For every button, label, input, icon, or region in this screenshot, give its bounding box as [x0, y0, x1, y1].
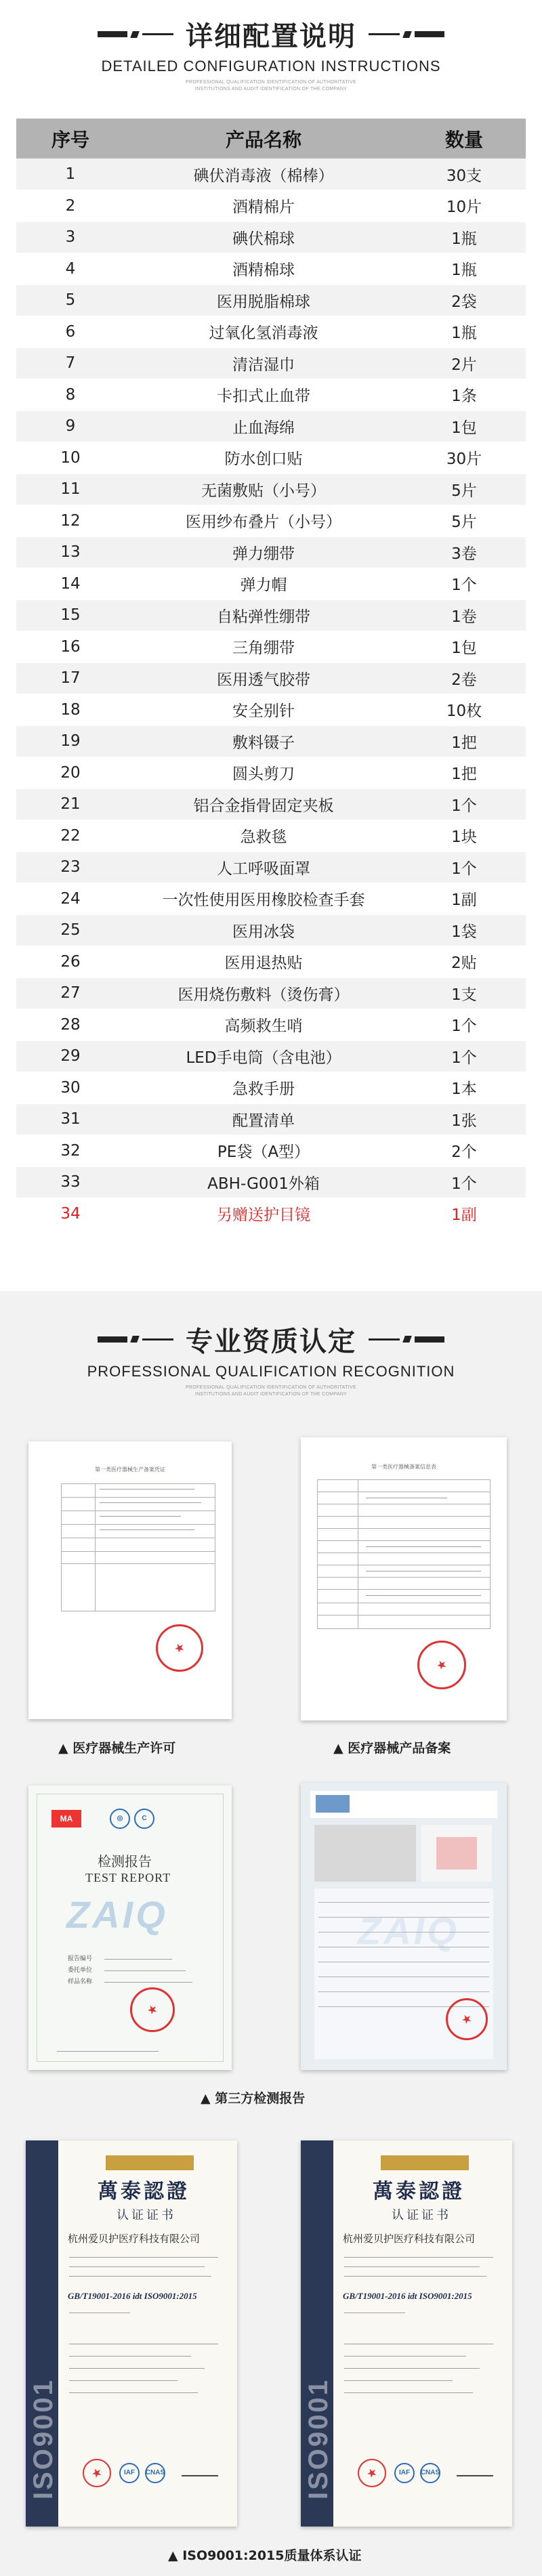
quantity: 1张 [402, 1103, 526, 1135]
row-number: 15 [16, 599, 125, 631]
table-row [16, 442, 526, 474]
product-name: 人工呼吸面罩 [125, 851, 402, 883]
report-page-stamp [446, 1998, 488, 2040]
table-row [16, 946, 526, 978]
iso-subtitle: 认证证书 [117, 2208, 176, 2222]
product-name: 弹力绷带 [125, 536, 402, 568]
quantity: 30支 [402, 159, 526, 190]
table-row [16, 851, 526, 883]
config-title-row [0, 0, 542, 54]
table-row [16, 221, 526, 253]
quantity: 1个 [402, 568, 526, 600]
filing-doc-title: 第一类医疗器械备案信息表 [371, 1463, 436, 1470]
product-name: 自粘弹性绷带 [125, 599, 402, 631]
product-name: 弹力帽 [125, 568, 402, 600]
row-number: 6 [16, 316, 125, 348]
table-row [16, 914, 526, 946]
quantity: 1瓶 [402, 253, 526, 285]
qualification-section-header [0, 1291, 542, 1414]
product-name: 医用脱脂棉球 [125, 284, 402, 316]
table-row [16, 536, 526, 568]
table-row [16, 694, 526, 726]
product-name: 医用退热贴 [125, 946, 402, 978]
row-number: 9 [16, 410, 125, 442]
filing-stamp [417, 1641, 466, 1689]
title-decoration-left [98, 31, 173, 38]
table-row [16, 190, 526, 222]
quantity: 1卷 [402, 599, 526, 631]
table-row [16, 410, 526, 442]
row-number: 29 [16, 1040, 125, 1072]
test-report-page-image [301, 1783, 507, 2070]
production-license-image [28, 1441, 232, 1719]
quantity: 1本 [402, 1072, 526, 1104]
quantity: 1瓶 [402, 316, 526, 348]
quantity: 1条 [402, 379, 526, 411]
row-number: 1 [16, 159, 125, 190]
quantity: 3卷 [402, 536, 526, 568]
quantity: 1把 [402, 725, 526, 757]
row-number: 23 [16, 851, 125, 883]
product-filing-image [301, 1437, 507, 1720]
product-name: 酒精棉片 [125, 190, 402, 222]
product-name: 高频救生哨 [125, 1009, 402, 1041]
row-number: 28 [16, 1009, 125, 1041]
quantity: 1副 [402, 1198, 526, 1230]
iso-company: 杭州爱贝护医疗科技有限公司 [68, 2232, 201, 2245]
table-row [16, 379, 526, 411]
quantity: 1包 [402, 631, 526, 663]
table-row [16, 820, 526, 852]
config-table [16, 119, 526, 1230]
iso-side-text: ISO9001 [28, 2378, 58, 2499]
table-row [16, 1103, 526, 1135]
test-report-cover-image [28, 1786, 232, 2070]
product-name: 三角绷带 [125, 631, 402, 663]
product-name: 配置清单 [125, 1103, 402, 1135]
product-name: 酒精棉球 [125, 253, 402, 285]
table-row [16, 159, 526, 190]
table-row [16, 473, 526, 505]
table-row [16, 1135, 526, 1167]
iso-standard: GB/T19001-2016 idt ISO9001:2015 [68, 2290, 197, 2301]
table-row [16, 1009, 526, 1041]
table-row [16, 505, 526, 537]
title-decoration-left [98, 1336, 173, 1343]
cnas-badge: CNAS [420, 2463, 440, 2483]
product-name: 圆头剪刀 [125, 757, 402, 789]
row-number: 32 [16, 1135, 125, 1167]
report-logo [316, 1795, 350, 1813]
quantity: 1块 [402, 820, 526, 852]
caption-product-filing: ▲ 医疗器械产品备案 [333, 1740, 451, 1756]
iso-brand: 萬泰認證 [373, 2179, 465, 2203]
wt-logo [381, 2155, 469, 2170]
product-name: 一次性使用医用橡胶检查手套 [125, 883, 402, 915]
license-stamp [156, 1624, 203, 1672]
table-row [16, 977, 526, 1009]
test-report-title-cn: 检测报告 [98, 1853, 152, 1870]
product-name: 医用冰袋 [125, 914, 402, 946]
table-row [16, 788, 526, 820]
row-number: 8 [16, 379, 125, 411]
row-number: 31 [16, 1103, 125, 1135]
iso-certificate-image-2 [301, 2140, 512, 2527]
wt-logo [106, 2155, 194, 2170]
quantity: 1副 [402, 883, 526, 915]
product-name: 无菌敷贴（小号） [125, 473, 402, 505]
table-row [16, 725, 526, 757]
product-name: 急救毯 [125, 820, 402, 852]
row-number: 19 [16, 725, 125, 757]
product-name: 铝合金指骨固定夹板 [125, 788, 402, 820]
table-row [16, 316, 526, 348]
row-number: 16 [16, 631, 125, 663]
product-name: 过氧化氢消毒液 [125, 316, 402, 348]
row-number: 2 [16, 190, 125, 222]
ilac-badge: ◎ [110, 1809, 130, 1829]
qualification-small-text: PROFESSIONAL QUALIFICATION IDENTIFICATION OF AUTHORITATIVE INSTITUTIONS AND AUDIT IDENTIFICATION OF THE COMPANY [186, 1385, 356, 1397]
quantity: 1包 [402, 410, 526, 442]
qualification-subtitle: PROFESSIONAL QUALIFICATION RECOGNITION [87, 1362, 455, 1380]
header-name: 产品名称 [125, 119, 402, 159]
table-row [16, 631, 526, 663]
iso-company: 杭州爱贝护医疗科技有限公司 [343, 2232, 476, 2245]
product-name: 医用烧伤敷料（烫伤膏） [125, 977, 402, 1009]
title-decoration-right [369, 1336, 444, 1343]
caption-production-license: ▲ 医疗器械生产许可 [58, 1740, 176, 1756]
quantity: 5片 [402, 473, 526, 505]
table-row [16, 1166, 526, 1198]
product-name: ABH-G001外箱 [125, 1166, 402, 1198]
quantity: 2袋 [402, 284, 526, 316]
table-row [16, 599, 526, 631]
iso-subtitle: 认证证书 [392, 2208, 451, 2222]
row-number: 30 [16, 1072, 125, 1104]
iso-brand: 萬泰認證 [98, 2179, 190, 2203]
quantity: 10片 [402, 190, 526, 222]
table-row [16, 662, 526, 694]
iso-standard: GB/T19001-2016 idt ISO9001:2015 [343, 2290, 472, 2301]
row-number: 7 [16, 347, 125, 379]
config-table-wrap [0, 119, 542, 1230]
row-number: 4 [16, 253, 125, 285]
config-subtitle: DETAILED CONFIGURATION INSTRUCTIONS [101, 58, 441, 75]
quantity: 1个 [402, 851, 526, 883]
license-doc-title: 第一类医疗器械生产备案凭证 [95, 1466, 165, 1473]
cnas-badge: CNAS [145, 2463, 165, 2483]
config-section-header [0, 0, 542, 119]
product-name: LED手电筒（含电池） [125, 1040, 402, 1072]
cnas-badge: C [134, 1809, 154, 1829]
table-row [16, 1040, 526, 1072]
table-header-row [16, 119, 526, 159]
product-name: PE袋（A型） [125, 1135, 402, 1167]
iso-certificate-image-1 [26, 2140, 237, 2527]
config-title: 详细配置说明 [186, 21, 356, 52]
product-name: 防水创口贴 [125, 442, 402, 474]
quantity: 1支 [402, 977, 526, 1009]
config-small-text: PROFESSIONAL QUALIFICATION IDENTIFICATION OF AUTHORITATIVE INSTITUTIONS AND AUDIT IDENTIFICATION OF THE COMPANY [186, 80, 356, 91]
product-name: 医用纱布叠片（小号） [125, 505, 402, 537]
row-number: 17 [16, 662, 125, 694]
quantity: 1个 [402, 1166, 526, 1198]
product-name: 碘伏棉球 [125, 221, 402, 253]
table-row [16, 253, 526, 285]
table-row [16, 1072, 526, 1104]
product-name: 碘伏消毒液（棉棒） [125, 159, 402, 190]
certificates-area [0, 1414, 542, 2576]
table-row [16, 568, 526, 600]
row-number: 13 [16, 536, 125, 568]
quantity: 1袋 [402, 914, 526, 946]
row-number: 26 [16, 946, 125, 978]
test-report-watermark: ZAIQ [66, 1893, 168, 1936]
product-name: 急救手册 [125, 1072, 402, 1104]
row-number: 12 [16, 505, 125, 537]
iaf-badge: IAF [394, 2463, 415, 2483]
quantity: 1把 [402, 757, 526, 789]
qualification-title: 专业资质认定 [186, 1326, 356, 1357]
header-no: 序号 [16, 119, 125, 159]
product-name: 卡扣式止血带 [125, 379, 402, 411]
caption-test-report: ▲ 第三方检测报告 [201, 2090, 306, 2106]
quantity: 10枚 [402, 694, 526, 726]
quantity: 1瓶 [402, 221, 526, 253]
row-number: 5 [16, 284, 125, 316]
test-report-fields: 报告编号 委托单位 样品名称 [68, 1955, 93, 1985]
table-row [16, 1198, 526, 1230]
quantity: 5片 [402, 505, 526, 537]
row-number: 33 [16, 1166, 125, 1198]
product-name: 安全别针 [125, 694, 402, 726]
table-row [16, 757, 526, 789]
qualification-title-row [0, 1291, 542, 1359]
iso-side-text: ISO9001 [304, 2378, 333, 2499]
quantity: 1个 [402, 1040, 526, 1072]
config-table-body [16, 159, 526, 1229]
quantity: 2片 [402, 347, 526, 379]
quantity: 30片 [402, 442, 526, 474]
product-name: 止血海绵 [125, 410, 402, 442]
table-bottom-space [0, 1230, 542, 1291]
header-qty: 数量 [402, 119, 526, 159]
row-number: 14 [16, 568, 125, 600]
product-name: 医用透气胶带 [125, 662, 402, 694]
row-number: 34 [16, 1198, 125, 1230]
caption-iso: ▲ ISO9001:2015质量体系认证 [168, 2548, 362, 2563]
product-name: 敷料镊子 [125, 725, 402, 757]
quantity: 2贴 [402, 946, 526, 978]
test-report-stamp [130, 1987, 175, 2032]
product-name: 另赠送护目镜 [125, 1198, 402, 1230]
quantity: 1个 [402, 1009, 526, 1041]
row-number: 25 [16, 914, 125, 946]
table-row [16, 284, 526, 316]
quantity: 2卷 [402, 662, 526, 694]
test-report-title-en: TEST REPORT [85, 1870, 171, 1884]
row-number: 3 [16, 221, 125, 253]
quantity: 2个 [402, 1135, 526, 1167]
row-number: 21 [16, 788, 125, 820]
row-number: 24 [16, 883, 125, 915]
row-number: 10 [16, 442, 125, 474]
row-number: 11 [16, 473, 125, 505]
iaf-badge: IAF [119, 2463, 140, 2483]
row-number: 18 [16, 694, 125, 726]
table-row [16, 883, 526, 915]
quantity: 1个 [402, 788, 526, 820]
row-number: 20 [16, 757, 125, 789]
product-name: 清洁湿巾 [125, 347, 402, 379]
ma-logo: MA [51, 1810, 81, 1828]
title-decoration-right [369, 31, 444, 38]
row-number: 27 [16, 977, 125, 1009]
row-number: 22 [16, 820, 125, 852]
table-row [16, 347, 526, 379]
